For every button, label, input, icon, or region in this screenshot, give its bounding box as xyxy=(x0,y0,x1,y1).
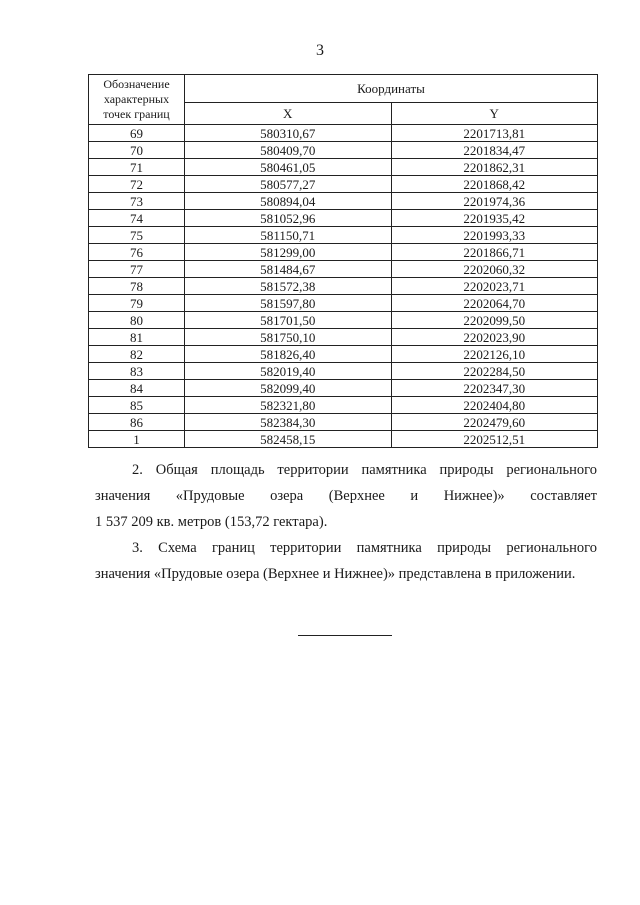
paragraph-boundary-scheme xyxy=(95,535,597,587)
coordinates-table xyxy=(88,74,598,448)
cell-point: 86 xyxy=(89,414,185,431)
paragraph-2-line-3: 1 537 209 кв. метров (153,72 гектара). xyxy=(95,514,328,530)
cell-point: 79 xyxy=(89,295,185,312)
table-row xyxy=(89,244,598,261)
table-row xyxy=(89,295,598,312)
cell-x: 581597,80 xyxy=(185,295,392,312)
cell-x: 581572,38 xyxy=(185,278,392,295)
paragraph-2-line-1: 2. Общая площадь территории памятника природы регионального xyxy=(132,462,597,478)
table-row xyxy=(89,210,598,227)
cell-x: 582019,40 xyxy=(185,363,392,380)
cell-y: 2202284,50 xyxy=(391,363,598,380)
cell-x: 582458,15 xyxy=(185,431,392,448)
cell-x: 581826,40 xyxy=(185,346,392,363)
cell-y: 2201713,81 xyxy=(391,125,598,142)
cell-point: 69 xyxy=(89,125,185,142)
table-row xyxy=(89,142,598,159)
cell-y: 2202064,70 xyxy=(391,295,598,312)
cell-x: 580461,05 xyxy=(185,159,392,176)
cell-point: 72 xyxy=(89,176,185,193)
table-row xyxy=(89,312,598,329)
cell-x: 580409,70 xyxy=(185,142,392,159)
table-row xyxy=(89,397,598,414)
header-coordinates: Координаты xyxy=(185,75,598,103)
cell-y: 2201866,71 xyxy=(391,244,598,261)
paragraph-2-line-2: значения «Прудовые озера (Верхнее и Нижнее)» составляет xyxy=(95,488,597,504)
header-x: X xyxy=(185,103,392,125)
cell-point: 76 xyxy=(89,244,185,261)
cell-point: 78 xyxy=(89,278,185,295)
cell-x: 581150,71 xyxy=(185,227,392,244)
table-row xyxy=(89,227,598,244)
table-row xyxy=(89,278,598,295)
cell-point: 80 xyxy=(89,312,185,329)
cell-point: 84 xyxy=(89,380,185,397)
cell-x: 581750,10 xyxy=(185,329,392,346)
cell-x: 582099,40 xyxy=(185,380,392,397)
cell-x: 582384,30 xyxy=(185,414,392,431)
table-row xyxy=(89,414,598,431)
cell-point: 83 xyxy=(89,363,185,380)
cell-y: 2202099,50 xyxy=(391,312,598,329)
table-body xyxy=(89,125,598,448)
table-row xyxy=(89,261,598,278)
table-row xyxy=(89,363,598,380)
separator-line xyxy=(298,635,392,636)
cell-y: 2201834,47 xyxy=(391,142,598,159)
table-row xyxy=(89,346,598,363)
table-row xyxy=(89,329,598,346)
paragraph-3-line-1: 3. Схема границ территории памятника природы регионального xyxy=(132,540,597,556)
cell-point: 74 xyxy=(89,210,185,227)
cell-point: 81 xyxy=(89,329,185,346)
cell-x: 581701,50 xyxy=(185,312,392,329)
cell-y: 2202512,51 xyxy=(391,431,598,448)
cell-x: 580577,27 xyxy=(185,176,392,193)
cell-x: 582321,80 xyxy=(185,397,392,414)
cell-point: 75 xyxy=(89,227,185,244)
cell-x: 580310,67 xyxy=(185,125,392,142)
cell-y: 2201993,33 xyxy=(391,227,598,244)
cell-y: 2202404,80 xyxy=(391,397,598,414)
table-row xyxy=(89,431,598,448)
table-row xyxy=(89,176,598,193)
cell-x: 581299,00 xyxy=(185,244,392,261)
cell-y: 2201935,42 xyxy=(391,210,598,227)
cell-point: 77 xyxy=(89,261,185,278)
paragraph-total-area xyxy=(95,457,597,535)
cell-y: 2201868,42 xyxy=(391,176,598,193)
cell-y: 2202479,60 xyxy=(391,414,598,431)
cell-y: 2202347,30 xyxy=(391,380,598,397)
cell-x: 581484,67 xyxy=(185,261,392,278)
cell-y: 2201862,31 xyxy=(391,159,598,176)
header-y: Y xyxy=(391,103,598,125)
page-number: 3 xyxy=(316,42,324,59)
cell-point: 70 xyxy=(89,142,185,159)
header-point-designation: Обозначение характерных точек границ xyxy=(89,75,185,125)
cell-y: 2202060,32 xyxy=(391,261,598,278)
cell-x: 580894,04 xyxy=(185,193,392,210)
cell-y: 2202023,90 xyxy=(391,329,598,346)
cell-point: 71 xyxy=(89,159,185,176)
cell-y: 2201974,36 xyxy=(391,193,598,210)
table-row xyxy=(89,380,598,397)
cell-x: 581052,96 xyxy=(185,210,392,227)
cell-y: 2202126,10 xyxy=(391,346,598,363)
table-row xyxy=(89,159,598,176)
cell-point: 1 xyxy=(89,431,185,448)
cell-y: 2202023,71 xyxy=(391,278,598,295)
cell-point: 73 xyxy=(89,193,185,210)
cell-point: 85 xyxy=(89,397,185,414)
paragraph-3-line-2: значения «Прудовые озера (Верхнее и Нижнее)» представлена в приложении. xyxy=(95,566,576,582)
table-row xyxy=(89,193,598,210)
table-row xyxy=(89,125,598,142)
cell-point: 82 xyxy=(89,346,185,363)
